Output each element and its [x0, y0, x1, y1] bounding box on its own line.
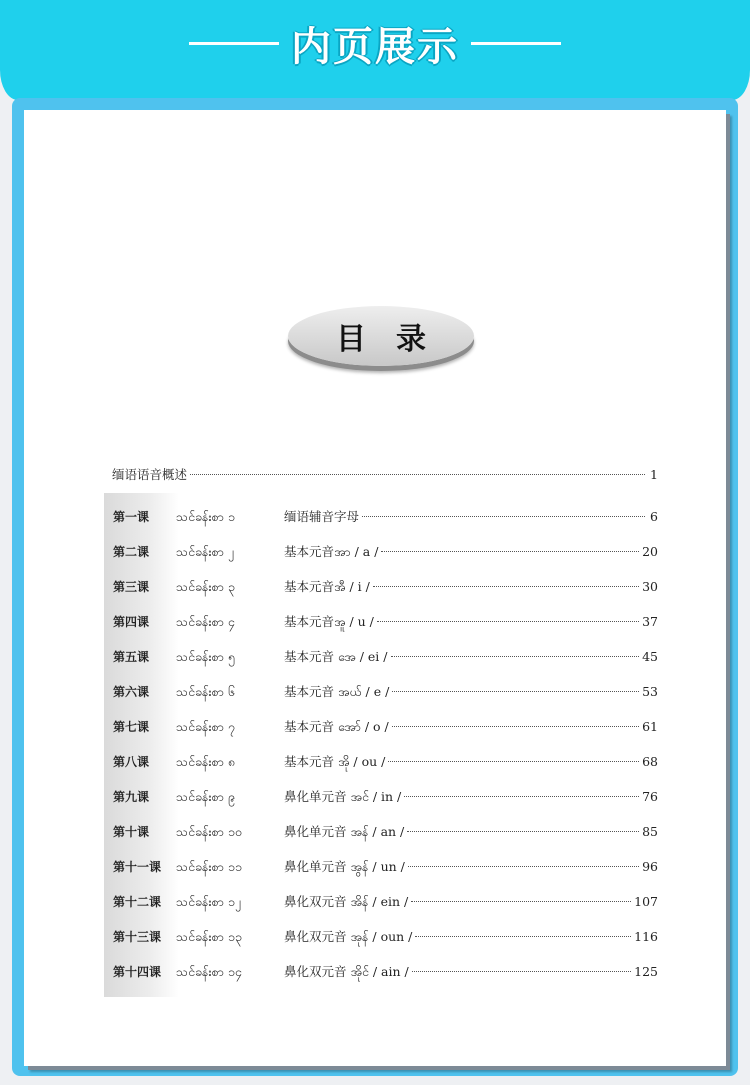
- toc-lesson-list: [104, 493, 658, 997]
- lesson-page-number: 76: [642, 789, 658, 804]
- banner-left-rule: [189, 42, 279, 45]
- dot-leader: [190, 474, 645, 475]
- lesson-burmese-label: သင်ခန်းစာ ၄: [176, 614, 235, 629]
- lesson-number: 第一课: [113, 510, 150, 524]
- toc-entry[interactable]: [104, 569, 658, 604]
- lesson-page-number: 61: [642, 719, 658, 734]
- lesson-burmese-label: သင်ခန်းစာ ၁၁: [176, 859, 242, 874]
- lesson-burmese-label: သင်ခန်းစာ ၂: [176, 544, 234, 559]
- dot-leader: [404, 796, 639, 797]
- toc-entry[interactable]: [104, 884, 658, 919]
- toc-entry[interactable]: [104, 919, 658, 954]
- lesson-burmese-label: သင်ခန်းစာ ၁၃: [176, 929, 242, 944]
- lesson-page-number: 85: [642, 824, 658, 839]
- lesson-burmese-label: သင်ခန်းစာ ၃: [176, 579, 235, 594]
- lesson-page-number: 116: [634, 929, 658, 944]
- lesson-burmese-label: သင်ခန်းစာ ၉: [176, 789, 235, 804]
- lesson-topic: 鼻化双元音 အိုင် / ain /: [284, 964, 409, 979]
- lesson-topic: 鼻化双元音 အုန် / oun /: [284, 929, 413, 944]
- lesson-topic: 基本元音 အေ / ei /: [284, 649, 388, 664]
- lesson-topic: 鼻化单元音 အင် / in /: [284, 789, 402, 804]
- toc-entry[interactable]: [104, 639, 658, 674]
- dot-leader: [377, 621, 639, 622]
- banner-title: 内页展示: [291, 23, 459, 70]
- toc-entry[interactable]: [104, 779, 658, 814]
- toc-entry[interactable]: [104, 954, 658, 989]
- lesson-number: 第八课: [113, 755, 150, 769]
- lesson-number: 第九课: [113, 790, 150, 804]
- lesson-number: 第二课: [113, 545, 150, 559]
- lesson-page-number: 125: [634, 964, 658, 979]
- toc-entry[interactable]: [104, 814, 658, 849]
- lesson-page-number: 30: [642, 579, 658, 594]
- lesson-burmese-label: သင်ခန်းစာ ၁: [176, 509, 235, 524]
- dot-leader: [411, 901, 631, 902]
- lesson-number: 第十课: [113, 825, 150, 839]
- lesson-topic: 鼻化单元音 အွန် / un /: [284, 859, 405, 874]
- lesson-page-number: 6: [650, 509, 658, 524]
- toc-entry[interactable]: [104, 744, 658, 779]
- lesson-topic: 基本元音 အို / ou /: [284, 754, 386, 769]
- dot-leader: [407, 831, 639, 832]
- dot-leader: [408, 866, 639, 867]
- lesson-page-number: 20: [642, 544, 658, 559]
- lesson-burmese-label: သင်ခန်းစာ ၈: [176, 754, 235, 769]
- lesson-topic: 缅语辅音字母: [284, 509, 360, 524]
- lesson-burmese-label: သင်ခန်းစာ ၁၀: [176, 824, 242, 839]
- lesson-page-number: 96: [642, 859, 658, 874]
- lesson-burmese-label: သင်ခန်းစာ ၆: [176, 684, 235, 699]
- lesson-number: 第十一课: [113, 860, 162, 874]
- lesson-page-number: 53: [642, 684, 658, 699]
- lesson-burmese-label: သင်ခန်းစာ ၇: [176, 719, 235, 734]
- lesson-number: 第十二课: [113, 895, 162, 909]
- toc-entry[interactable]: [104, 709, 658, 744]
- toc-entry[interactable]: [104, 499, 658, 534]
- lesson-topic: 基本元音အူ / u /: [284, 614, 374, 629]
- lesson-topic: 基本元音အာ / a /: [284, 544, 379, 559]
- lesson-number: 第十三课: [113, 930, 162, 944]
- lesson-number: 第十四课: [113, 965, 162, 979]
- overview-label: 缅语语音概述: [112, 467, 188, 482]
- dot-leader: [392, 691, 639, 692]
- dot-leader: [381, 551, 639, 552]
- book-page: [24, 110, 726, 1066]
- lesson-number: 第四课: [113, 615, 150, 629]
- lesson-topic: 基本元音အီ / i /: [284, 579, 370, 594]
- lesson-number: 第五课: [113, 650, 150, 664]
- dot-leader: [373, 586, 639, 587]
- toc-title-badge: [288, 306, 474, 366]
- toc-overview-entry[interactable]: [112, 465, 658, 483]
- dot-leader: [392, 726, 639, 727]
- lesson-burmese-label: သင်ခန်းစာ ၁၄: [176, 964, 242, 979]
- dot-leader: [412, 971, 631, 972]
- lesson-number: 第六课: [113, 685, 150, 699]
- toc-entry[interactable]: [104, 674, 658, 709]
- lesson-topic: 鼻化双元音 အိန် / ein /: [284, 894, 409, 909]
- dot-leader: [391, 656, 640, 657]
- lesson-topic: 鼻化单元音 အန် / an /: [284, 824, 405, 839]
- lesson-page-number: 107: [634, 894, 658, 909]
- banner-right-rule: [471, 42, 561, 45]
- lesson-page-number: 45: [642, 649, 658, 664]
- toc-entry[interactable]: [104, 534, 658, 569]
- lesson-page-number: 68: [642, 754, 658, 769]
- header-banner: [0, 0, 750, 100]
- overview-page: 1: [650, 467, 658, 482]
- toc-entry[interactable]: [104, 604, 658, 639]
- lesson-page-number: 37: [642, 614, 658, 629]
- dot-leader: [415, 936, 631, 937]
- dot-leader: [388, 761, 639, 762]
- lesson-number: 第三课: [113, 580, 150, 594]
- lesson-burmese-label: သင်ခန်းစာ ၅: [176, 649, 235, 664]
- toc-entry[interactable]: [104, 849, 658, 884]
- lesson-topic: 基本元音 အော် / o /: [284, 719, 389, 734]
- toc-title: 目录: [336, 322, 456, 357]
- lesson-topic: 基本元音 အယ် / e /: [284, 684, 390, 699]
- lesson-burmese-label: သင်ခန်းစာ ၁၂: [176, 894, 242, 909]
- lesson-number: 第七课: [113, 720, 150, 734]
- dot-leader: [362, 516, 645, 517]
